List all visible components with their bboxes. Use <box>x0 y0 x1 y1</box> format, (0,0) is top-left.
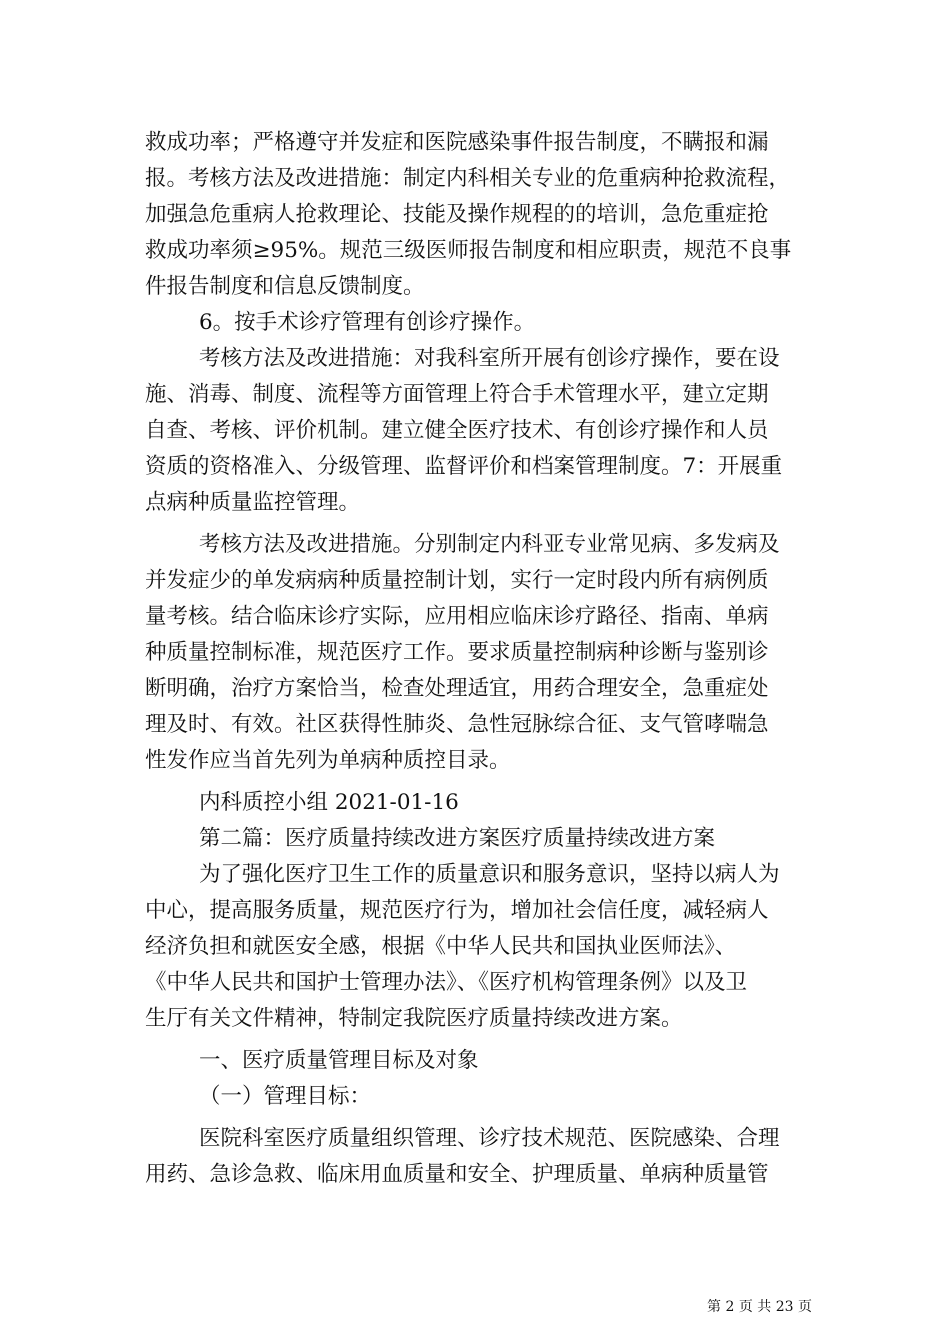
text-line: 理及时、有效。社区获得性肺炎、急性冠脉综合征、支气管哮喘急 <box>145 712 769 737</box>
text-line: 自查、考核、评价机制。建立健全医疗技术、有创诊疗操作和人员 <box>145 418 769 443</box>
text-line: 件报告制度和信息反馈制度。 <box>145 274 425 299</box>
page-number-footer: 第 2 页 共 23 页 <box>707 1299 812 1315</box>
section-heading: 一、医疗质量管理目标及对象 <box>199 1048 479 1073</box>
text-line: 考核方法及改进措施：对我科室所开展有创诊疗操作，要在设 <box>199 346 780 371</box>
section-heading: 第二篇：医疗质量持续改进方案医疗质量持续改进方案 <box>199 826 716 851</box>
text-line: 中心，提高服务质量，规范医疗行为，增加社会信任度，减轻病人 <box>145 898 769 923</box>
text-line: 考核方法及改进措施。分别制定内科亚专业常见病、多发病及 <box>199 532 780 557</box>
text-line: 救成功率；严格遵守并发症和医院感染事件报告制度，不瞒报和漏 <box>145 130 769 155</box>
subsection-heading: （一）管理目标： <box>199 1084 372 1109</box>
text-line: 种质量控制标准，规范医疗工作。要求质量控制病种诊断与鉴别诊 <box>145 640 769 665</box>
text-line: 性发作应当首先列为单病种质控目录。 <box>145 748 511 773</box>
text-line: 救成功率须≥95%。规范三级医师报告制度和相应职责，规范不良事 <box>145 238 792 263</box>
text-line: 报。考核方法及改进措施：制定内科相关专业的危重病种抢救流程， <box>145 166 791 191</box>
text-line: 并发症少的单发病病种质量控制计划，实行一定时段内所有病例质 <box>145 568 769 593</box>
text-line: 点病种质量监控管理。 <box>145 490 361 515</box>
text-line: 医院科室医疗质量组织管理、诊疗技术规范、医院感染、合理 <box>199 1126 780 1151</box>
text-line: 量考核。结合临床诊疗实际，应用相应临床诊疗路径、指南、单病 <box>145 604 769 629</box>
text-line: 生厅有关文件精神，特制定我院医疗质量持续改进方案。 <box>145 1006 683 1031</box>
text-line: 施、消毒、制度、流程等方面管理上符合手术管理水平，建立定期 <box>145 382 769 407</box>
text-line: 为了强化医疗卫生工作的质量意识和服务意识，坚持以病人为 <box>199 862 780 887</box>
text-line: 《中华人民共和国护士管理办法》、《医疗机构管理条例》以及卫 <box>145 970 748 995</box>
text-line: 断明确，治疗方案恰当，检查处理适宜，用药合理安全，急重症处 <box>145 676 769 701</box>
text-line: 6。按手术诊疗管理有创诊疗操作。 <box>199 310 536 335</box>
signature-line: 内科质控小组 2021-01-16 <box>199 790 459 815</box>
text-line: 用药、急诊急救、临床用血质量和安全、护理质量、单病种质量管 <box>145 1162 769 1187</box>
text-line: 加强急危重病人抢救理论、技能及操作规程的的培训，急危重症抢 <box>145 202 769 227</box>
text-line: 经济负担和就医安全感，根据《中华人民共和国执业医师法》、 <box>145 934 737 959</box>
text-line: 资质的资格准入、分级管理、监督评价和档案管理制度。7：开展重 <box>145 454 783 479</box>
